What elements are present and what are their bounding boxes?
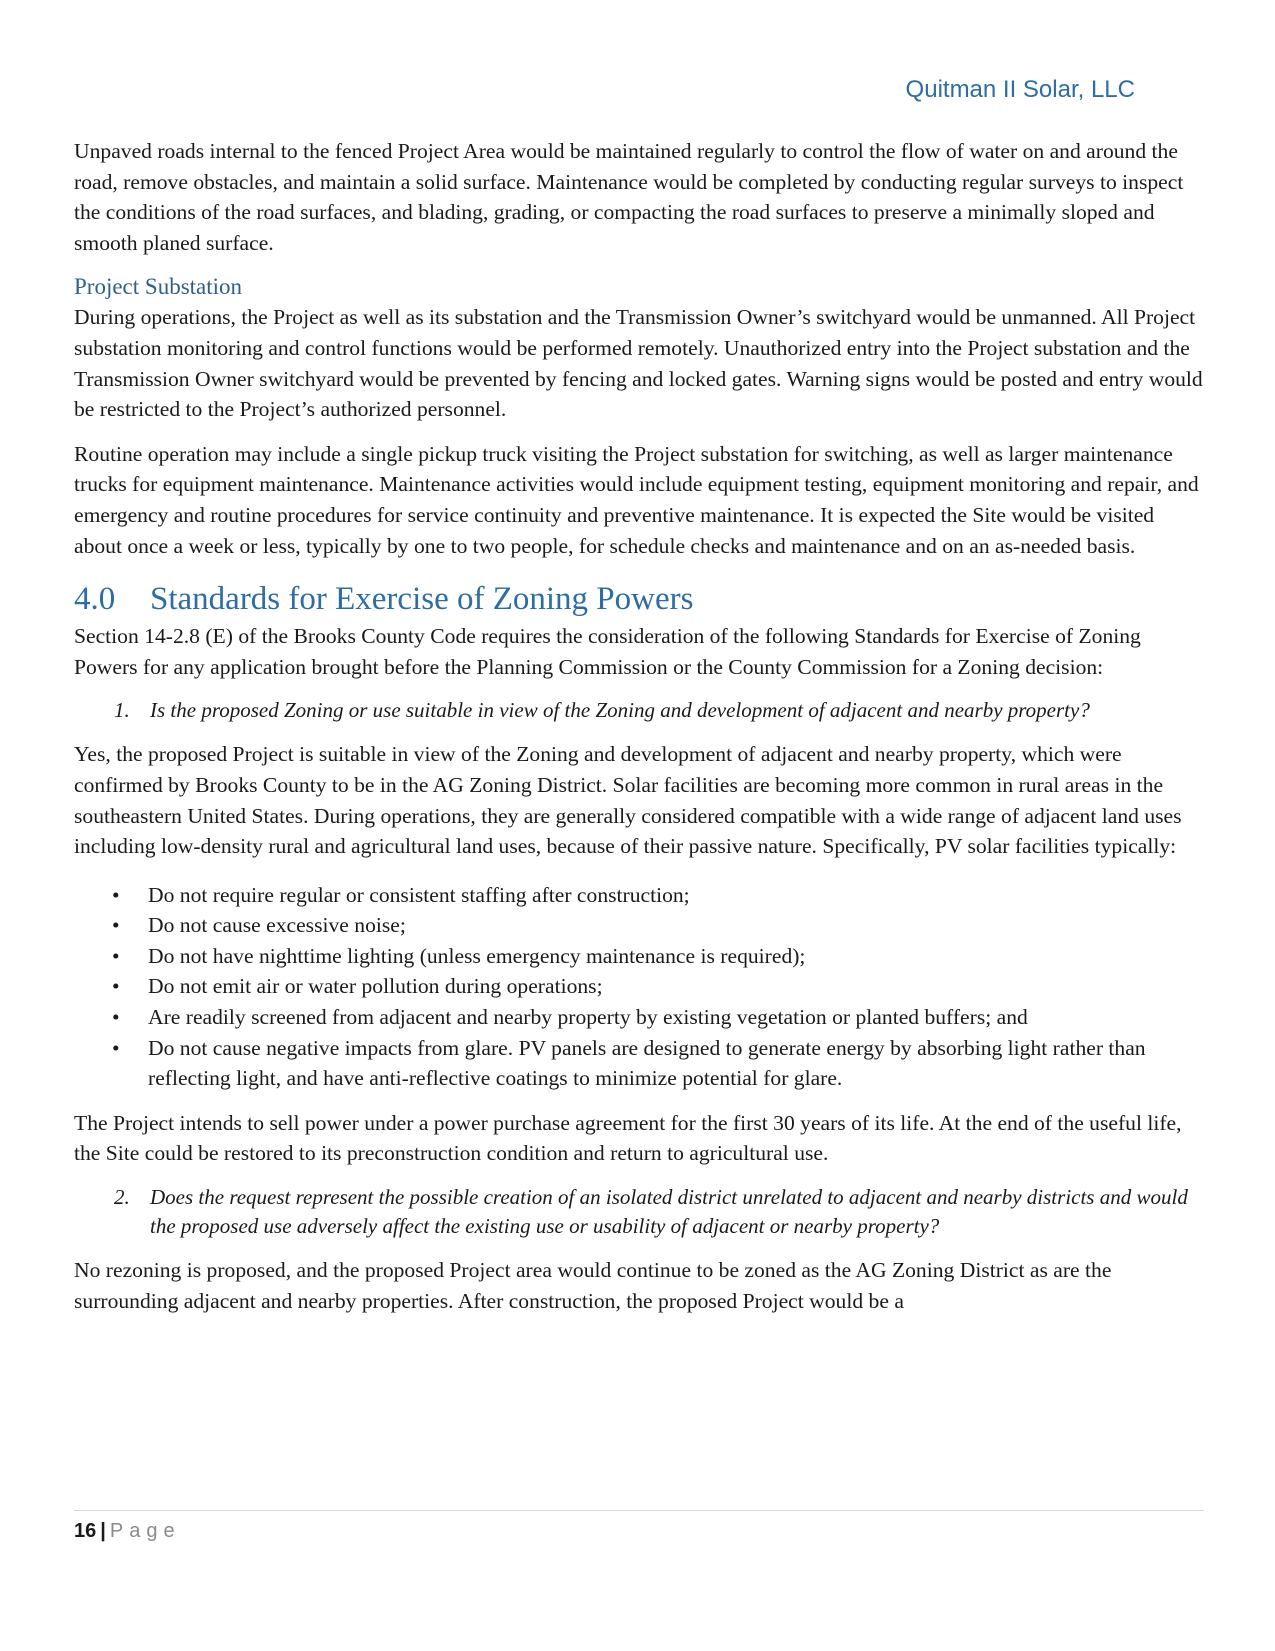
bullet-icon: • (112, 913, 120, 938)
bullet-list (74, 880, 1204, 1094)
bullet-icon: • (112, 974, 120, 999)
question-1 (74, 696, 1204, 725)
bullet-icon: • (112, 882, 120, 907)
section-heading (74, 579, 1204, 619)
paragraph-answer-2: No rezoning is proposed, and the proposed Project area would continue to be zoned as the AG Zoning District as are the surrounding adjacent and nearby properties. After construction, the proposed Project would be a (74, 1258, 1112, 1313)
bullet-icon: • (112, 1005, 120, 1030)
list-item: • Do not require regular or consistent staffing after construction; (74, 880, 1204, 911)
bullet-icon: • (112, 943, 120, 968)
list-item: • Do not emit air or water pollution during operations; (74, 971, 1204, 1002)
footer-separator: | (100, 1520, 106, 1542)
question-2-number: 2. (114, 1185, 130, 1210)
list-item: • Are readily screened from adjacent and nearby property by existing vegetation or planted buffers; and (74, 1002, 1204, 1033)
page-footer (74, 1520, 181, 1543)
page-label: Page (109, 1520, 181, 1542)
list-item: • Do not have nighttime lighting (unless emergency maintenance is required); (74, 941, 1204, 972)
paragraph-section-intro: Section 14-2.8 (E) of the Brooks County Code requires the consideration of the following Standards for Exercise of Zoning Powers for any application brought before the Planning Commission or the County Commission for a Zoning decision: (74, 624, 1141, 679)
section-title: Standards for Exercise of Zoning Powers (150, 581, 694, 618)
page-content (74, 136, 1204, 1316)
list-item: • Do not cause excessive noise; (74, 910, 1204, 941)
question-1-number: 1. (114, 698, 130, 723)
section-number: 4.0 (74, 581, 116, 618)
paragraph-power-purchase: The Project intends to sell power under a power purchase agreement for the first 30 years of its life. At the end of the useful life, the Site could be restored to its preconstruction condition and return to agricultural use. (74, 1110, 1182, 1166)
page-number: 16 (74, 1520, 97, 1542)
list-item: • Do not cause negative impacts from glare. PV panels are designed to generate energy by absorbing light rather than reflecting light, and have anti-reflective coatings to minimize potential for glare. (74, 1033, 1204, 1094)
footer-divider (74, 1510, 1204, 1511)
question-2 (74, 1183, 1204, 1241)
bullet-icon: • (112, 1035, 120, 1060)
question-2-text: Does the request represent the possible creation of an isolated district unrelated to adjacent and nearby districts and would the proposed use adversely affect the existing use or usability of adjacent or nearby property? (150, 1185, 1188, 1239)
subheading-project-substation: Project Substation (74, 274, 243, 300)
paragraph-unpaved-roads: Unpaved roads internal to the fenced Project Area would be maintained regularly to control the flow of water on and around the road, remove obstacles, and maintain a solid surface. Maintenance would be completed by conducting regular surveys to inspect the conditions of the road surfaces, and blading, grading, or compacting the road surfaces to preserve a minimally sloped and smooth planed surface. (74, 139, 1184, 255)
paragraph-answer-1: Yes, the proposed Project is suitable in view of the Zoning and development of adjacent and nearby property, which were confirmed by Brooks County to be in the AG Zoning District. Solar facilities are becoming more common in rural areas in the southeastern United States. During operations, they are generally considered compatible with a wide range of adjacent land uses including low-density rural and agricultural land uses, because of their passive nature. Specifically, PV solar facilities typically: (74, 742, 1182, 859)
header-company-name: Quitman II Solar, LLC (905, 76, 1135, 103)
paragraph-substation-operations: During operations, the Project as well as its substation and the Transmission Owner’s switchyard would be unmanned. All Project substation monitoring and control functions would be performed remotely. Unauthorized entry into the Project substation and the Transmission Owner switchyard would be prevented by fencing and locked gates. Warning signs would be posted and entry would be restricted to the Project’s authorized personnel. (74, 305, 1203, 422)
question-1-text: Is the proposed Zoning or use suitable in view of the Zoning and development of adjacent and nearby property? (150, 698, 1090, 723)
paragraph-routine-operation: Routine operation may include a single pickup truck visiting the Project substation for switching, as well as larger maintenance trucks for equipment maintenance. Maintenance activities would include equipment testing, equipment monitoring and repair, and emergency and routine procedures for service continuity and preventive maintenance. It is expected the Site would be visited about once a week or less, typically by one to two people, for schedule checks and maintenance and on an as-needed basis. (74, 441, 1199, 558)
